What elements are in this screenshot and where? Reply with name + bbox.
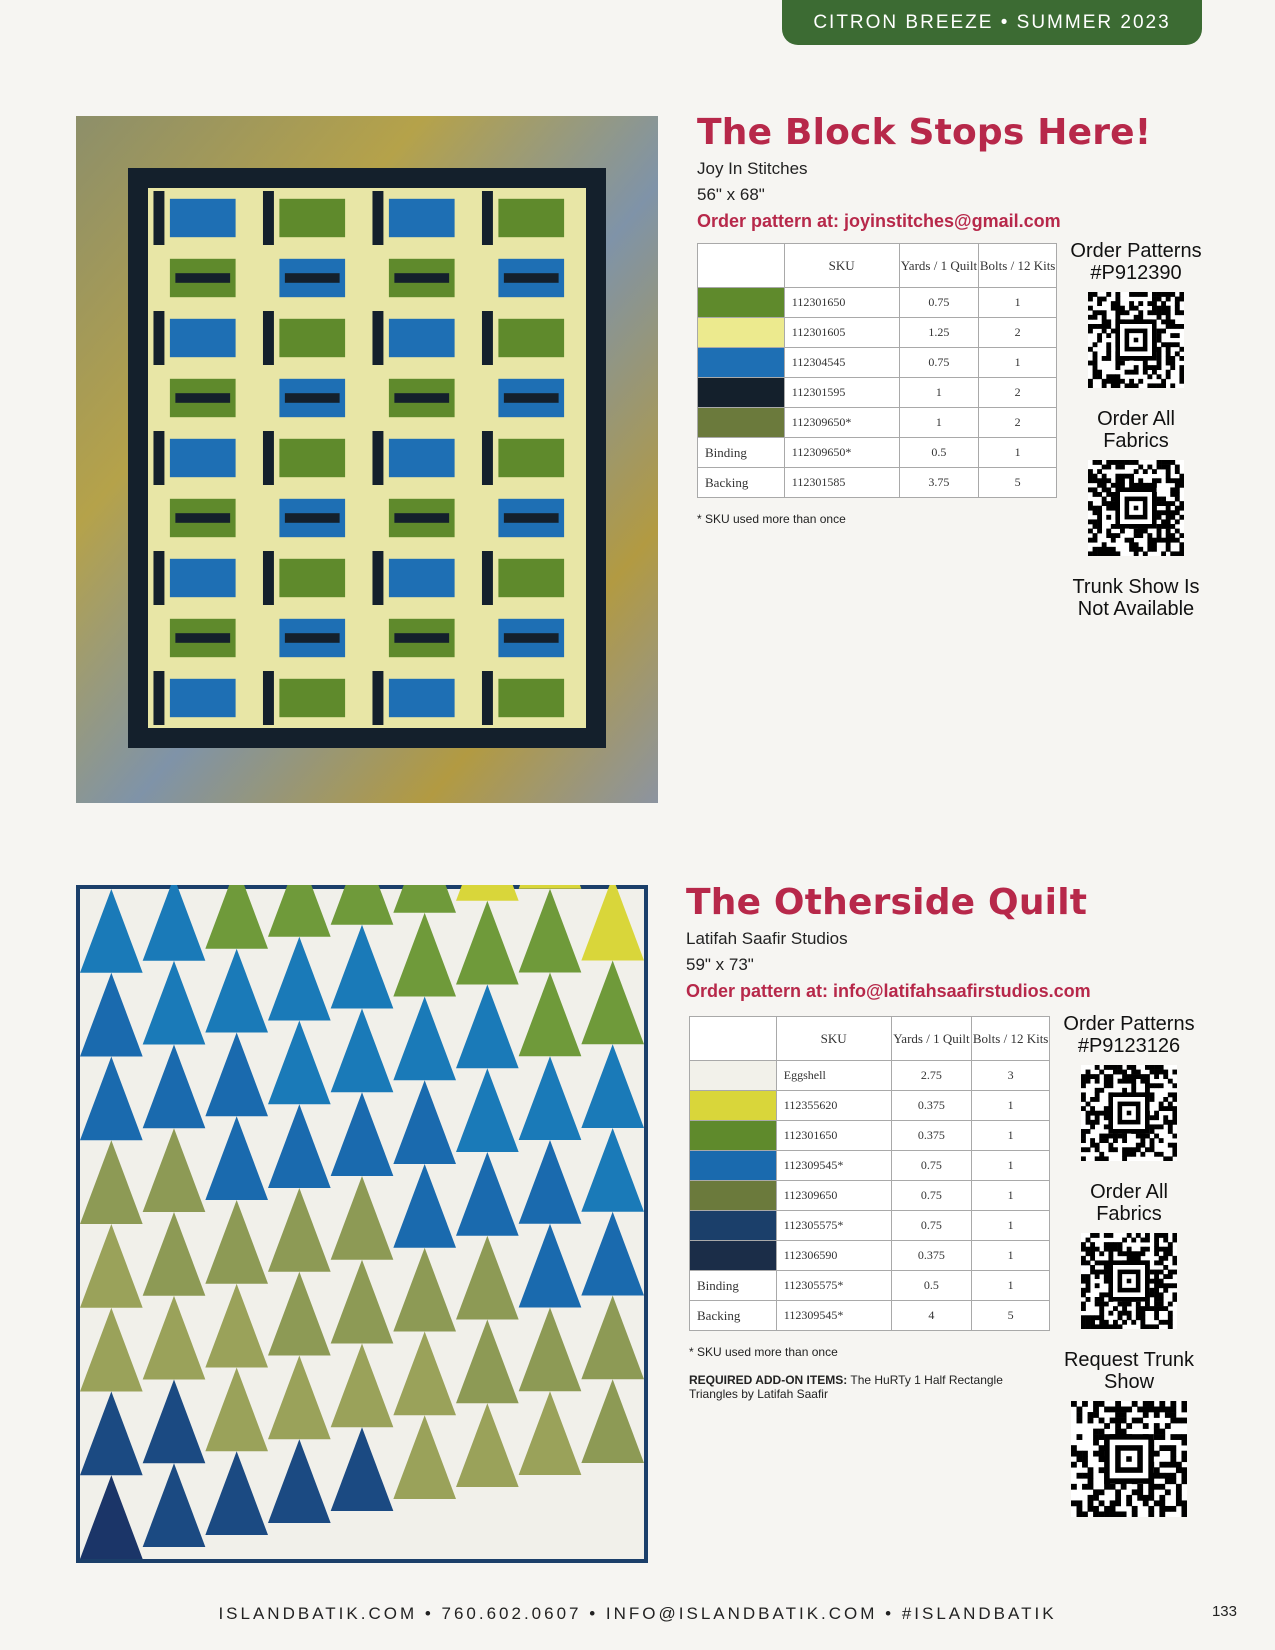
quilt-title: The Block Stops Here! — [697, 112, 1152, 153]
quilt-size: 59" x 73" — [686, 955, 754, 974]
qr-code-icon[interactable] — [1081, 1065, 1177, 1161]
bolts-cell: 1 — [972, 1241, 1050, 1271]
bolts-cell: 3 — [972, 1061, 1050, 1091]
yards-cell: 0.75 — [899, 348, 979, 378]
row-label: Backing — [698, 468, 785, 498]
fabric-swatch — [690, 1151, 777, 1181]
qr-code-icon[interactable] — [1081, 1233, 1177, 1329]
qr-code-icon[interactable] — [1088, 292, 1184, 388]
bolts-cell: 1 — [972, 1151, 1050, 1181]
bolts-cell: 2 — [979, 318, 1057, 348]
quilt-section-2 — [686, 880, 1256, 1004]
qr-block-order-patterns[interactable] — [1066, 240, 1206, 388]
sku-cell: 112305575* — [776, 1211, 891, 1241]
bolts-cell: 5 — [972, 1301, 1050, 1331]
qr-label: Order All — [1097, 408, 1175, 430]
fabric-swatch — [690, 1061, 777, 1091]
sku-cell: 112355620 — [776, 1091, 891, 1121]
order-pattern-link[interactable]: Order pattern at: info@latifahsaafirstudios.com — [686, 981, 1091, 1001]
qr-column-2 — [1059, 1013, 1199, 1517]
table-row — [690, 1181, 1050, 1211]
col-header-sku: SKU — [776, 1017, 891, 1061]
fabric-swatch — [698, 288, 785, 318]
quilt-size: 56" x 68" — [697, 185, 765, 204]
bolts-cell: 1 — [972, 1181, 1050, 1211]
sku-cell: 112309545* — [776, 1301, 891, 1331]
sku-cell: 112309650* — [784, 438, 899, 468]
fabric-swatch — [690, 1121, 777, 1151]
fabric-swatch — [698, 378, 785, 408]
bolts-cell: 1 — [979, 348, 1057, 378]
table-row — [698, 408, 1057, 438]
sku-cell: 112306590 — [776, 1241, 891, 1271]
qr-label: Fabrics — [1096, 1203, 1162, 1225]
qr-block-order-fabrics[interactable] — [1059, 1181, 1199, 1329]
yards-cell: 0.375 — [891, 1121, 972, 1151]
table-row — [698, 318, 1057, 348]
table-row — [698, 288, 1057, 318]
fabric-swatch — [698, 408, 785, 438]
table-row — [690, 1151, 1050, 1181]
qr-label: #P9123126 — [1077, 1035, 1181, 1057]
row-label: Backing — [690, 1301, 777, 1331]
col-header-sku: SKU — [784, 244, 899, 288]
qr-block-order-patterns[interactable] — [1059, 1013, 1199, 1161]
sku-footnote: * SKU used more than once — [697, 512, 846, 526]
bolts-cell: 1 — [979, 288, 1057, 318]
qr-block-trunk-show[interactable] — [1059, 1349, 1199, 1517]
qr-block-trunk-show — [1066, 576, 1206, 620]
yards-cell: 4 — [891, 1301, 972, 1331]
sku-cell: 112309650* — [784, 408, 899, 438]
qr-label: #P912390 — [1090, 262, 1182, 284]
sku-footnote: * SKU used more than once — [689, 1345, 838, 1359]
table-row — [690, 1241, 1050, 1271]
qr-label: Fabrics — [1103, 430, 1169, 452]
sku-cell: 112301650 — [784, 288, 899, 318]
table-row — [698, 438, 1057, 468]
qr-code-icon[interactable] — [1088, 460, 1184, 556]
row-label: Binding — [698, 438, 785, 468]
col-header-yards: Yards / 1 Quilt — [891, 1017, 972, 1061]
yards-cell: 0.5 — [899, 438, 979, 468]
table-row — [698, 378, 1057, 408]
table-row — [690, 1121, 1050, 1151]
bolts-cell: 1 — [972, 1121, 1050, 1151]
footer-contact: ISLANDBATIK.COM • 760.602.0607 • INFO@ISLANDBATIK.COM • #ISLANDBATIK — [218, 1604, 1057, 1623]
quilt-title: The Otherside Quilt — [686, 882, 1088, 923]
table-row — [698, 468, 1057, 498]
quilt-designer: Latifah Saafir Studios — [686, 929, 848, 948]
bolts-cell: 2 — [979, 408, 1057, 438]
qr-label: Trunk Show Is — [1072, 576, 1200, 598]
qr-column-1 — [1066, 240, 1206, 620]
page-number: 133 — [1211, 1603, 1237, 1620]
qr-label: Order All — [1090, 1181, 1168, 1203]
required-addon-items — [689, 1373, 1029, 1401]
qr-label: Order Patterns — [1070, 240, 1202, 262]
table-row — [690, 1061, 1050, 1091]
bolts-cell: 5 — [979, 468, 1057, 498]
qr-code-icon[interactable] — [1071, 1401, 1187, 1517]
catalog-header-tab — [782, 0, 1202, 45]
bolts-cell: 1 — [972, 1211, 1050, 1241]
row-label: Binding — [690, 1271, 777, 1301]
sku-cell: 112309545* — [776, 1151, 891, 1181]
bolts-cell: 2 — [979, 378, 1057, 408]
table-row — [690, 1301, 1050, 1331]
fabric-swatch — [690, 1211, 777, 1241]
col-header-yards: Yards / 1 Quilt — [899, 244, 979, 288]
quilt-designer: Joy In Stitches — [697, 159, 808, 178]
yards-cell: 0.375 — [891, 1241, 972, 1271]
addon-label: REQUIRED ADD-ON ITEMS: — [689, 1373, 848, 1387]
sku-cell: 112301595 — [784, 378, 899, 408]
bolts-cell: 1 — [972, 1091, 1050, 1121]
qr-label: Not Available — [1077, 598, 1195, 620]
col-header-bolts: Bolts / 12 Kits — [979, 244, 1057, 288]
yards-cell: 0.75 — [899, 288, 979, 318]
catalog-header-label: CITRON BREEZE • SUMMER 2023 — [813, 11, 1171, 33]
fabric-swatch — [690, 1181, 777, 1211]
yards-cell: 2.75 — [891, 1061, 972, 1091]
yards-cell: 1 — [899, 408, 979, 438]
yards-cell: 1.25 — [899, 318, 979, 348]
table-row — [690, 1091, 1050, 1121]
yards-cell: 0.75 — [891, 1211, 972, 1241]
sku-cell: 112301605 — [784, 318, 899, 348]
yards-cell: 0.75 — [891, 1151, 972, 1181]
fabric-swatch — [690, 1241, 777, 1271]
quilt-image-block-stops-here — [76, 116, 658, 803]
quilt-image-otherside-quilt — [76, 885, 648, 1563]
order-pattern-link[interactable]: Order pattern at: joyinstitches@gmail.com — [697, 211, 1061, 231]
qr-block-order-fabrics[interactable] — [1066, 408, 1206, 556]
fabric-table — [697, 243, 1057, 498]
sku-cell: 112301585 — [784, 468, 899, 498]
qr-label: Show — [1103, 1371, 1155, 1393]
fabric-table — [689, 1016, 1050, 1331]
yards-cell: 3.75 — [899, 468, 979, 498]
sku-cell: 112309650 — [776, 1181, 891, 1211]
bolts-cell: 1 — [979, 438, 1057, 468]
yards-cell: 0.375 — [891, 1091, 972, 1121]
qr-label: Request Trunk — [1063, 1349, 1195, 1371]
bolts-cell: 1 — [972, 1271, 1050, 1301]
sku-cell: 112304545 — [784, 348, 899, 378]
yards-cell: 0.75 — [891, 1181, 972, 1211]
sku-cell: Eggshell — [776, 1061, 891, 1091]
col-header-bolts: Bolts / 12 Kits — [972, 1017, 1050, 1061]
table-row — [690, 1211, 1050, 1241]
sku-cell: 112301650 — [776, 1121, 891, 1151]
sku-cell: 112305575* — [776, 1271, 891, 1301]
fabric-swatch — [690, 1091, 777, 1121]
addon-text: The HuRTy 1 Half Rectangle Triangles by Latifah Saafir — [689, 1373, 1003, 1401]
yards-cell: 0.5 — [891, 1271, 972, 1301]
qr-label: Order Patterns — [1063, 1013, 1195, 1035]
quilt-section-1 — [697, 110, 1257, 234]
table-row — [690, 1271, 1050, 1301]
fabric-swatch — [698, 348, 785, 378]
fabric-swatch — [698, 318, 785, 348]
yards-cell: 1 — [899, 378, 979, 408]
table-row — [698, 348, 1057, 378]
